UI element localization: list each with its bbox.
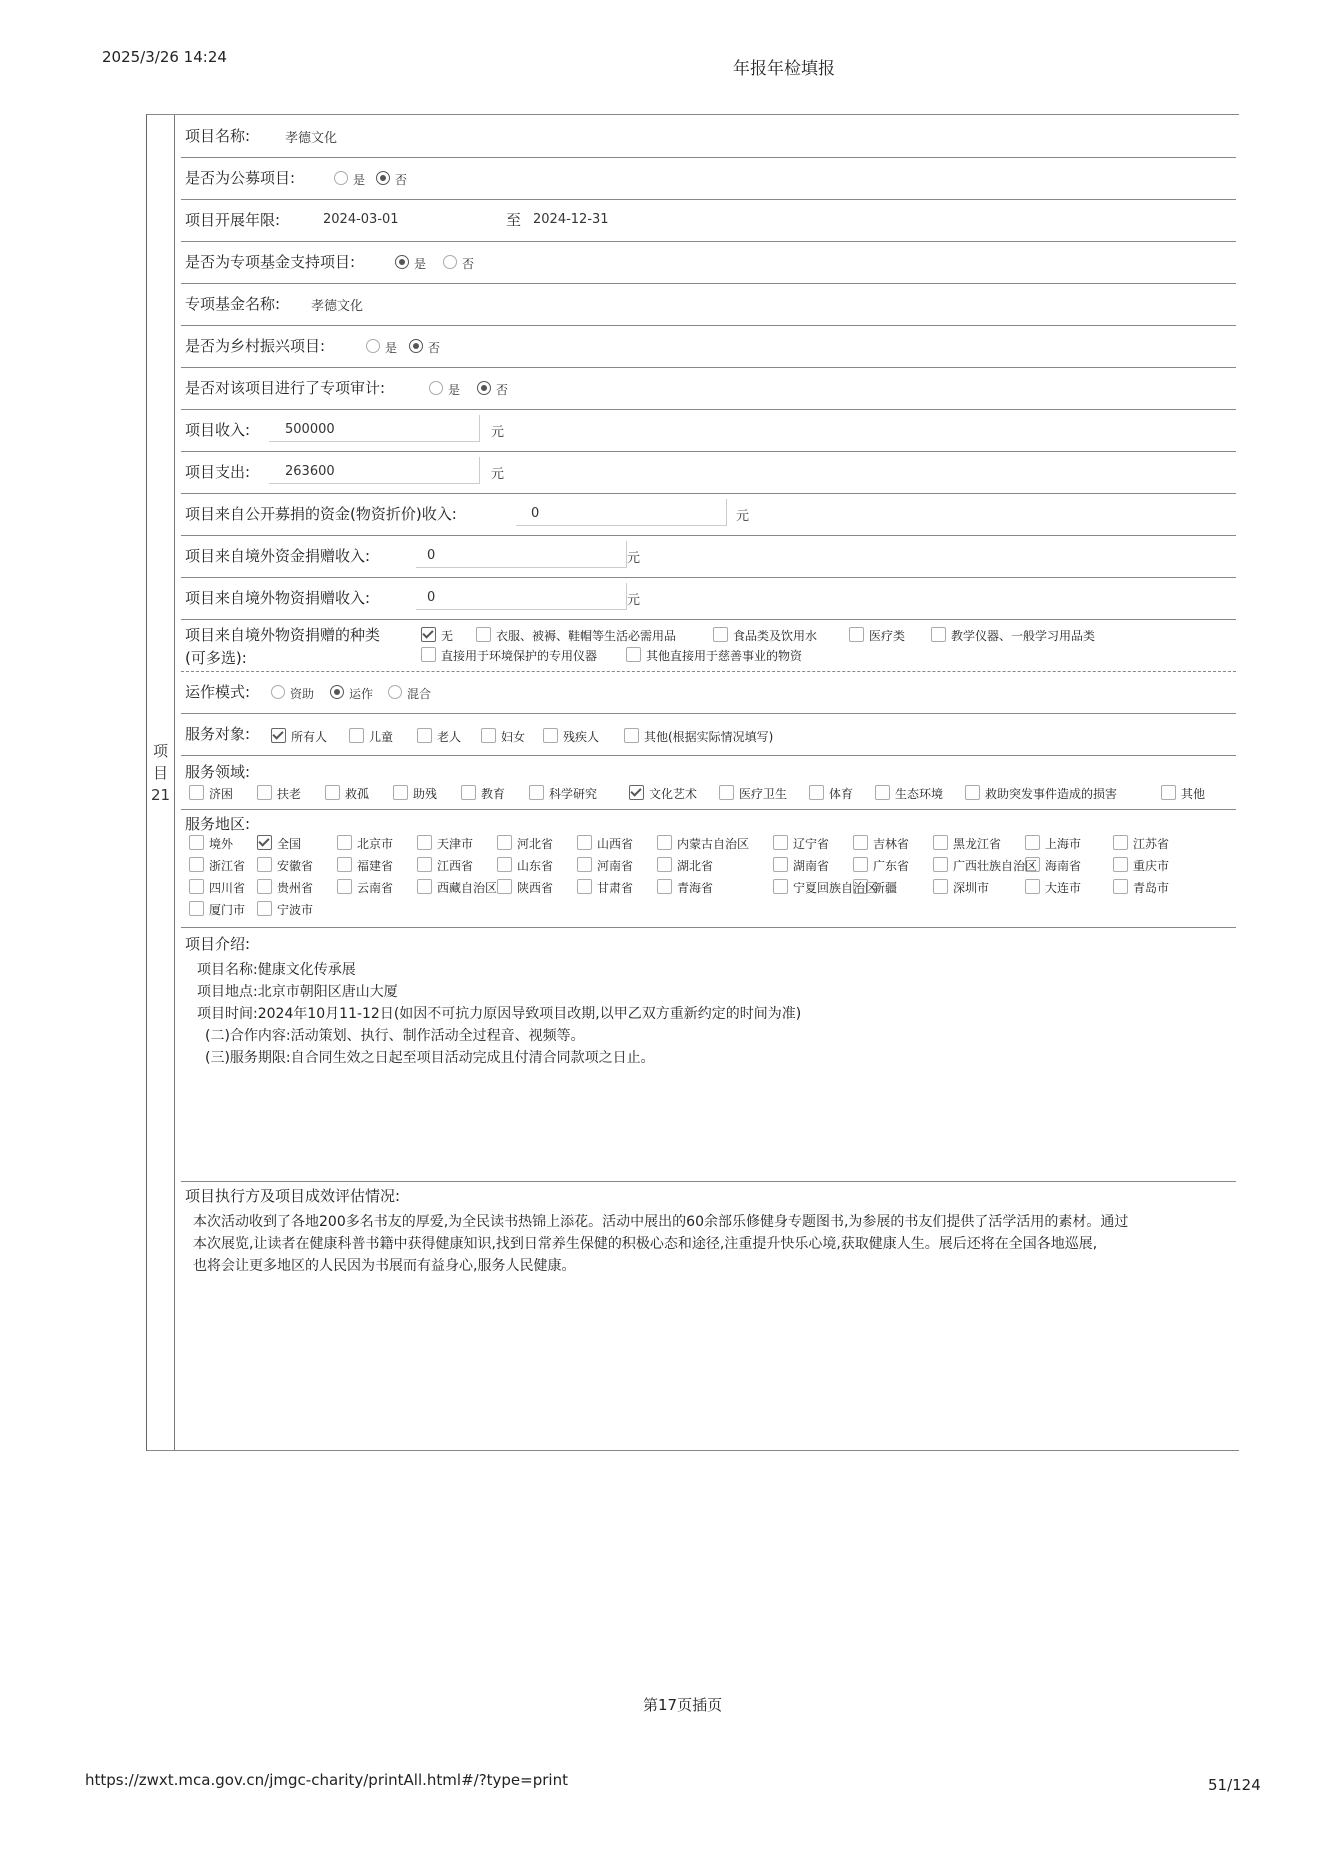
region-option-label: 宁波市 (277, 903, 314, 917)
expense-label: 项目支出: (185, 463, 251, 481)
checkbox[interactable] (417, 857, 432, 872)
intro-label: 项目介绍: (185, 935, 251, 953)
checkbox[interactable] (657, 879, 672, 894)
project-name-value[interactable]: 孝德文化 (285, 131, 338, 146)
region-option-label: 辽宁省 (793, 837, 830, 851)
checkbox[interactable] (1025, 835, 1040, 850)
row-target: 服务对象: 所有人 儿童 老人 妇女 残疾人 其他(根据实际情况填写) (181, 713, 1236, 756)
checkbox[interactable] (189, 901, 204, 916)
period-start[interactable]: 2024-03-01 (323, 212, 399, 227)
checkbox[interactable] (1113, 857, 1128, 872)
radio-funding[interactable] (271, 685, 285, 699)
row-rural (181, 325, 1236, 368)
checkbox[interactable] (577, 879, 592, 894)
checkbox[interactable] (933, 835, 948, 850)
radio-no-label: 否 (395, 173, 408, 187)
checkbox[interactable] (417, 879, 432, 894)
region-option-label: 陕西省 (517, 881, 554, 895)
checkbox[interactable] (657, 835, 672, 850)
row-overseas-fund (181, 535, 1236, 578)
checkbox[interactable] (629, 785, 644, 800)
field-option-label: 体育 (829, 787, 854, 801)
income-value: 500000 (285, 422, 335, 437)
region-option-label: 安徽省 (277, 859, 314, 873)
field-option-label: 文化艺术 (649, 787, 698, 801)
checkbox[interactable] (719, 785, 734, 800)
checkbox[interactable] (257, 857, 272, 872)
page-number: 51/124 (1208, 1776, 1261, 1794)
checkbox[interactable] (773, 857, 788, 872)
checkbox[interactable] (933, 857, 948, 872)
region-option-label: 浙江省 (209, 859, 246, 873)
region-option-label: 北京市 (357, 837, 394, 851)
radio-yes-label: 是 (414, 257, 427, 271)
expense-value: 263600 (285, 464, 335, 479)
checkbox[interactable] (577, 835, 592, 850)
row-evaluation (181, 1181, 1236, 1449)
print-datetime: 2025/3/26 14:24 (102, 48, 227, 66)
overseas-fund-value: 0 (427, 548, 436, 563)
overseas-goods-label: 项目来自境外物资捐赠收入: (185, 589, 371, 607)
row-expense (181, 451, 1236, 494)
region-option-label: 河北省 (517, 837, 554, 851)
form-panel (181, 115, 1236, 1450)
period-label: 项目开展年限: (185, 211, 281, 229)
audit-label: 是否对该项目进行了专项审计: (185, 379, 386, 397)
row-overseas-goods (181, 577, 1236, 620)
checkbox[interactable] (497, 857, 512, 872)
radio-yes[interactable] (429, 381, 443, 395)
checkbox[interactable] (853, 879, 868, 894)
public-income-label: 项目来自公开募捐的资金(物资折价)收入: (185, 505, 457, 523)
goods-types-label-2: (可多选): (185, 649, 247, 667)
fund-name-value[interactable]: 孝德文化 (311, 299, 364, 314)
region-option-label: 重庆市 (1133, 859, 1170, 873)
region-option-label: 青海省 (677, 881, 714, 895)
evaluation-text (193, 1211, 1233, 1277)
overseas-goods-value: 0 (427, 590, 436, 605)
side-column (147, 115, 175, 1450)
region-option-label: 深圳市 (953, 881, 990, 895)
intro-text (197, 959, 801, 1069)
checkbox[interactable] (1161, 785, 1176, 800)
region-option-label: 厦门市 (209, 903, 246, 917)
evaluation-line: 本次展览,让读者在健康科普书籍中获得健康知识,找到日常养生保健的积极心态和途径,注重提升快乐心境,获取健康人生。展后还将在全国各地巡展, (193, 1236, 1098, 1252)
checkbox[interactable] (875, 785, 890, 800)
region-option-label: 黑龙江省 (953, 837, 1002, 851)
region-option-label: 山西省 (597, 837, 634, 851)
field-option-label: 教育 (481, 787, 506, 801)
radio-operation-label: 运作 (349, 687, 374, 701)
checkbox[interactable] (337, 879, 352, 894)
radio-yes-label: 是 (448, 383, 461, 397)
region-option-label: 上海市 (1045, 837, 1082, 851)
evaluation-line: 也将会让更多地区的人民因为书展而有益身心,服务人民健康。 (193, 1258, 576, 1274)
row-income (181, 409, 1236, 452)
evaluation-label: 项目执行方及项目成效评估情况: (185, 1187, 401, 1205)
overseas-goods-unit: 元 (627, 593, 641, 608)
row-mode (181, 671, 1236, 714)
checkbox[interactable] (773, 879, 788, 894)
field-option-label: 济困 (209, 787, 234, 801)
field-label: 服务领域: (185, 763, 251, 781)
page-title: 年报年检填报 (733, 59, 835, 79)
checkbox[interactable] (497, 835, 512, 850)
region-option-label: 福建省 (357, 859, 394, 873)
intro-line: (三)服务期限:自合同生效之日起至项目活动完成且付清合同款项之日止。 (205, 1050, 655, 1066)
region-option-label: 新疆 (873, 881, 898, 895)
radio-no[interactable] (409, 339, 423, 353)
checkbox[interactable] (657, 857, 672, 872)
mode-label: 运作模式: (185, 683, 251, 701)
overseas-fund-label: 项目来自境外资金捐赠收入: (185, 547, 371, 565)
checkbox[interactable] (529, 785, 544, 800)
field-option-label: 救助突发事件造成的损害 (985, 787, 1118, 801)
checkbox[interactable] (189, 857, 204, 872)
radio-mixed-label: 混合 (407, 687, 432, 701)
checkbox[interactable] (1025, 879, 1040, 894)
intro-line: 项目名称:健康文化传承展 (197, 962, 356, 978)
field-option-label: 生态环境 (895, 787, 944, 801)
print-url: https://zwxt.mca.gov.cn/jmgc-charity/printAll.html#/?type=print (85, 1771, 568, 1789)
region-option-label: 贵州省 (277, 881, 314, 895)
project-form (146, 114, 1239, 1451)
public-income-unit: 元 (736, 509, 750, 524)
checkbox[interactable] (257, 785, 272, 800)
radio-no-label: 否 (496, 383, 509, 397)
radio-no[interactable] (376, 171, 390, 185)
checkbox[interactable] (257, 879, 272, 894)
checkbox[interactable] (809, 785, 824, 800)
row-period (181, 199, 1236, 242)
radio-yes[interactable] (395, 255, 409, 269)
public-income-input[interactable] (516, 499, 727, 526)
radio-yes-label: 是 (385, 341, 398, 355)
checkbox[interactable] (853, 857, 868, 872)
row-special-fund (181, 241, 1236, 284)
side-label: 项 目 21 (150, 742, 171, 804)
region-option-label: 海南省 (1045, 859, 1082, 873)
row-public-income (181, 493, 1236, 536)
region-option-label: 云南省 (357, 881, 394, 895)
field-option-label: 救孤 (345, 787, 370, 801)
public-income-value: 0 (531, 506, 540, 521)
radio-no[interactable] (477, 381, 491, 395)
overseas-goods-input[interactable] (416, 583, 627, 610)
checkbox[interactable] (189, 835, 204, 850)
region-option-label: 广西壮族自治区 (953, 859, 1038, 873)
row-intro (181, 927, 1236, 1182)
row-fund-name (181, 283, 1236, 326)
region-option-label: 湖北省 (677, 859, 714, 873)
checkbox[interactable] (257, 835, 272, 850)
region-option-label: 山东省 (517, 859, 554, 873)
row-field (181, 755, 1236, 810)
radio-no-label: 否 (462, 257, 475, 271)
checkbox[interactable] (773, 835, 788, 850)
row-goods-types: 项目来自境外物资捐赠的种类 (可多选): 无 衣服、被褥、鞋帽等生活必需用品 食品类及饮用水 医疗类 教学仪器、一般学习用品类 直接用于环境保护的专用仪器 其他直接用于慈善事业的物资 (181, 619, 1236, 672)
expense-unit: 元 (491, 467, 505, 482)
checkbox[interactable] (257, 901, 272, 916)
region-option-label: 境外 (209, 837, 234, 851)
insert-page-label: 第17页插页 (643, 1696, 723, 1714)
region-option-label: 内蒙古自治区 (677, 837, 750, 851)
checkbox[interactable] (577, 857, 592, 872)
fund-name-label: 专项基金名称: (185, 295, 281, 313)
radio-no-label: 否 (428, 341, 441, 355)
region-option-label: 宁夏回族自治区 (793, 881, 878, 895)
rural-label: 是否为乡村振兴项目: (185, 337, 326, 355)
checkbox[interactable] (189, 785, 204, 800)
target-label: 服务对象: (185, 725, 251, 743)
region-option-label: 江西省 (437, 859, 474, 873)
checkbox[interactable] (337, 857, 352, 872)
checkbox[interactable] (461, 785, 476, 800)
region-option-label: 河南省 (597, 859, 634, 873)
region-option-label: 大连市 (1045, 881, 1082, 895)
region-option-label: 全国 (277, 837, 302, 851)
row-project-name (181, 115, 1236, 158)
checkbox[interactable] (337, 835, 352, 850)
overseas-fund-input[interactable] (416, 541, 627, 568)
region-option-label: 天津市 (437, 837, 474, 851)
checkbox[interactable] (417, 835, 432, 850)
radio-yes-label: 是 (353, 173, 366, 187)
intro-line: 项目时间:2024年10月11-12日(如因不可抗力原因导致项目改期,以甲乙双方重新约定的时间为准) (197, 1006, 802, 1022)
region-option-label: 湖南省 (793, 859, 830, 873)
evaluation-line: 本次活动收到了各地200多名书友的厚爱,为全民读书热锦上添花。活动中展出的60余部乐修健身专题图书,为参展的书友们提供了活学活用的素材。通过 (193, 1214, 1129, 1230)
checkbox[interactable] (1113, 835, 1128, 850)
region-option-label: 广东省 (873, 859, 910, 873)
field-option-label: 科学研究 (549, 787, 598, 801)
field-option-label: 助残 (413, 787, 438, 801)
row-region (181, 809, 1236, 928)
checkbox[interactable] (853, 835, 868, 850)
public-fundraising-label: 是否为公募项目: (185, 169, 296, 187)
checkbox[interactable] (1113, 879, 1128, 894)
checkbox[interactable] (933, 879, 948, 894)
income-label: 项目收入: (185, 421, 251, 439)
radio-funding-label: 资助 (290, 687, 315, 701)
intro-line: (二)合作内容:活动策划、执行、制作活动全过程音、视频等。 (205, 1028, 585, 1044)
radio-operation[interactable] (330, 685, 344, 699)
checkbox[interactable] (393, 785, 408, 800)
region-option-label: 吉林省 (873, 837, 910, 851)
income-unit: 元 (491, 425, 505, 440)
region-option-label: 青岛市 (1133, 881, 1170, 895)
radio-mixed[interactable] (388, 685, 402, 699)
region-option-label: 江苏省 (1133, 837, 1170, 851)
field-option-label: 医疗卫生 (739, 787, 788, 801)
checkbox[interactable] (1025, 857, 1040, 872)
checkbox[interactable] (325, 785, 340, 800)
region-option-label: 四川省 (209, 881, 246, 895)
checkbox[interactable] (189, 879, 204, 894)
project-name-label: 项目名称: (185, 127, 251, 145)
region-label: 服务地区: (185, 815, 251, 833)
radio-yes[interactable] (334, 171, 348, 185)
goods-types-label: 项目来自境外物资捐赠的种类 (185, 626, 381, 644)
special-fund-label: 是否为专项基金支持项目: (185, 253, 356, 271)
row-audit (181, 367, 1236, 410)
period-end[interactable]: 2024-12-31 (533, 212, 609, 227)
checkbox[interactable] (965, 785, 980, 800)
radio-yes[interactable] (366, 339, 380, 353)
period-sep: 至 (506, 211, 522, 229)
intro-line: 项目地点:北京市朝阳区唐山大厦 (197, 984, 398, 1000)
checkbox[interactable] (497, 879, 512, 894)
region-option-label: 西藏自治区 (437, 881, 498, 895)
radio-no[interactable] (443, 255, 457, 269)
field-option-label: 其他 (1181, 787, 1206, 801)
row-public-fundraising (181, 157, 1236, 200)
overseas-fund-unit: 元 (627, 551, 641, 566)
field-option-label: 扶老 (277, 787, 302, 801)
region-option-label: 甘肃省 (597, 881, 634, 895)
